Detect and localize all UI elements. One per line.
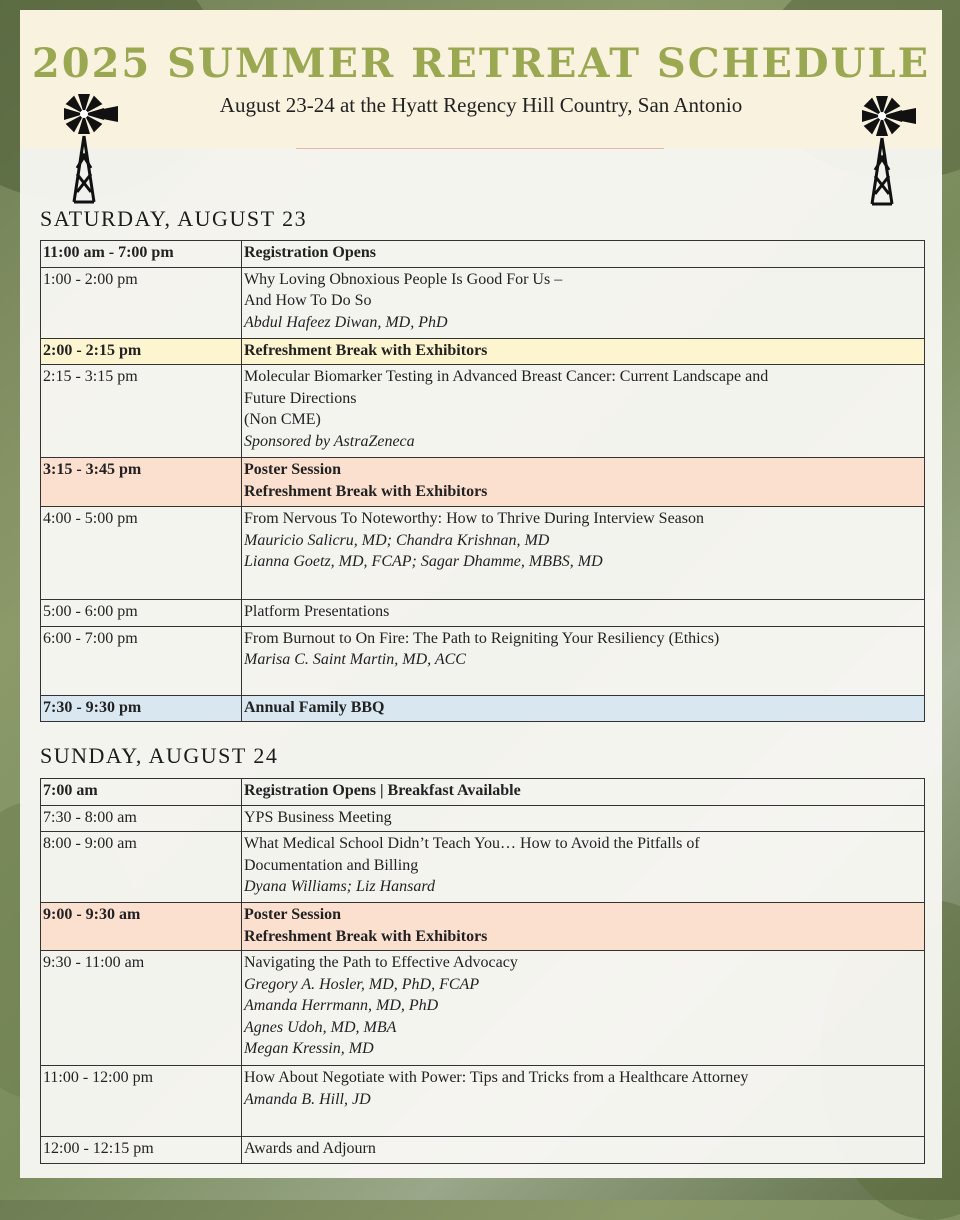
speaker: Abdul Hafeez Diwan, MD, PhD (244, 313, 448, 331)
event-subtitle: August 23-24 at the Hyatt Regency Hill Country, San Antonio (219, 93, 743, 117)
session-title: Refreshment Break with Exhibitors (244, 927, 488, 945)
time-cell: 9:30 - 11:00 am (41, 951, 242, 1066)
session-title: Molecular Biomarker Testing in Advanced Breast Cancer: Current Landscape and (244, 368, 769, 385)
table-row (41, 626, 925, 695)
table-row (41, 805, 925, 832)
speaker: Dyana Williams; Liz Hansard (244, 878, 435, 895)
table-row (41, 695, 925, 722)
session-title: And How To Do So (244, 292, 372, 309)
time-cell: 1:00 - 2:00 pm (41, 267, 242, 338)
time-cell: 4:00 - 5:00 pm (41, 507, 242, 600)
table-row (41, 1137, 925, 1164)
session-title: Navigating the Path to Effective Advocacy (244, 954, 518, 971)
speaker: Lianna Goetz, MD, FCAP; Sagar Dhamme, MBBS, MD (244, 553, 603, 570)
session-title: Registration Opens (242, 241, 925, 268)
sponsor: Sponsored by AstraZeneca (244, 432, 415, 450)
session-title: YPS Business Meeting (242, 805, 925, 832)
speaker: Gregory A. Hosler, MD, PhD, FCAP (244, 975, 480, 993)
time-cell: 11:00 - 12:00 pm (41, 1066, 242, 1137)
time-cell: 11:00 am - 7:00 pm (41, 241, 242, 268)
session-title: Refreshment Break with Exhibitors (244, 482, 488, 500)
schedule-panel (20, 10, 942, 1178)
speaker: Amanda B. Hill, JD (244, 1090, 371, 1108)
session-title: Refreshment Break with Exhibitors (242, 338, 925, 365)
speaker: Megan Kressin, MD (244, 1040, 374, 1057)
windmill-icon (60, 92, 124, 204)
page-title: 2025 SUMMER RETREAT SCHEDULE (31, 40, 931, 87)
time-cell: 2:00 - 2:15 pm (41, 338, 242, 365)
session-cell (242, 458, 925, 507)
session-title: Awards and Adjourn (242, 1137, 925, 1164)
session-note: (Non CME) (244, 411, 321, 428)
time-cell: 2:15 - 3:15 pm (41, 365, 242, 458)
table-row (41, 779, 925, 806)
time-cell: 3:15 - 3:45 pm (41, 458, 242, 507)
speaker: Amanda Herrmann, MD, PhD (244, 997, 439, 1014)
time-cell: 7:30 - 9:30 pm (41, 695, 242, 722)
table-row (41, 832, 925, 903)
session-title: Registration Opens | Breakfast Available (242, 779, 925, 806)
table-row (41, 458, 925, 507)
session-cell (242, 365, 925, 458)
header-band (20, 10, 942, 148)
time-cell: 5:00 - 6:00 pm (41, 600, 242, 627)
session-title: Annual Family BBQ (242, 695, 925, 722)
time-cell: 9:00 - 9:30 am (41, 903, 242, 951)
session-title: What Medical School Didn’t Teach You… How to Avoid the Pitfalls of (244, 835, 700, 852)
table-row (41, 600, 925, 627)
table-row (41, 267, 925, 338)
session-title: Poster Session (244, 906, 342, 923)
session-title: Why Loving Obnoxious People Is Good For Us – (244, 270, 563, 288)
session-cell (242, 832, 925, 903)
time-cell: 7:30 - 8:00 am (41, 805, 242, 832)
windmill-icon (854, 94, 918, 206)
speaker: Mauricio Salicru, MD; Chandra Krishnan, MD (244, 531, 550, 549)
header-divider (296, 148, 664, 149)
speaker: Marisa C. Saint Martin, MD, ACC (244, 651, 466, 668)
speaker: Agnes Udoh, MD, MBA (244, 1018, 397, 1036)
time-cell: 6:00 - 7:00 pm (41, 626, 242, 695)
time-cell: 8:00 - 9:00 am (41, 832, 242, 903)
session-title: From Burnout to On Fire: The Path to Reigniting Your Resiliency (Ethics) (244, 629, 720, 647)
time-cell: 12:00 - 12:15 pm (41, 1137, 242, 1164)
table-row (41, 951, 925, 1066)
session-title: How About Negotiate with Power: Tips and Tricks from a Healthcare Attorney (244, 1069, 749, 1086)
day-heading-sunday: SUNDAY, AUGUST 24 (40, 743, 279, 768)
session-title: Poster Session (244, 461, 342, 478)
table-row (41, 365, 925, 458)
session-cell (242, 626, 925, 695)
session-title: Documentation and Billing (244, 856, 419, 874)
table-row (41, 241, 925, 268)
session-cell (242, 267, 925, 338)
saturday-schedule-table (40, 240, 925, 722)
table-row (41, 338, 925, 365)
table-row (41, 507, 925, 600)
table-row (41, 903, 925, 951)
time-cell: 7:00 am (41, 779, 242, 806)
session-cell (242, 507, 925, 600)
session-title: Future Directions (244, 389, 357, 407)
sunday-schedule-table (40, 778, 925, 1164)
table-row (41, 1066, 925, 1137)
session-cell (242, 951, 925, 1066)
session-title: Platform Presentations (242, 600, 925, 627)
day-heading-saturday: SATURDAY, AUGUST 23 (40, 206, 308, 231)
session-cell (242, 903, 925, 951)
session-title: From Nervous To Noteworthy: How to Thrive During Interview Season (244, 510, 704, 527)
session-cell (242, 1066, 925, 1137)
